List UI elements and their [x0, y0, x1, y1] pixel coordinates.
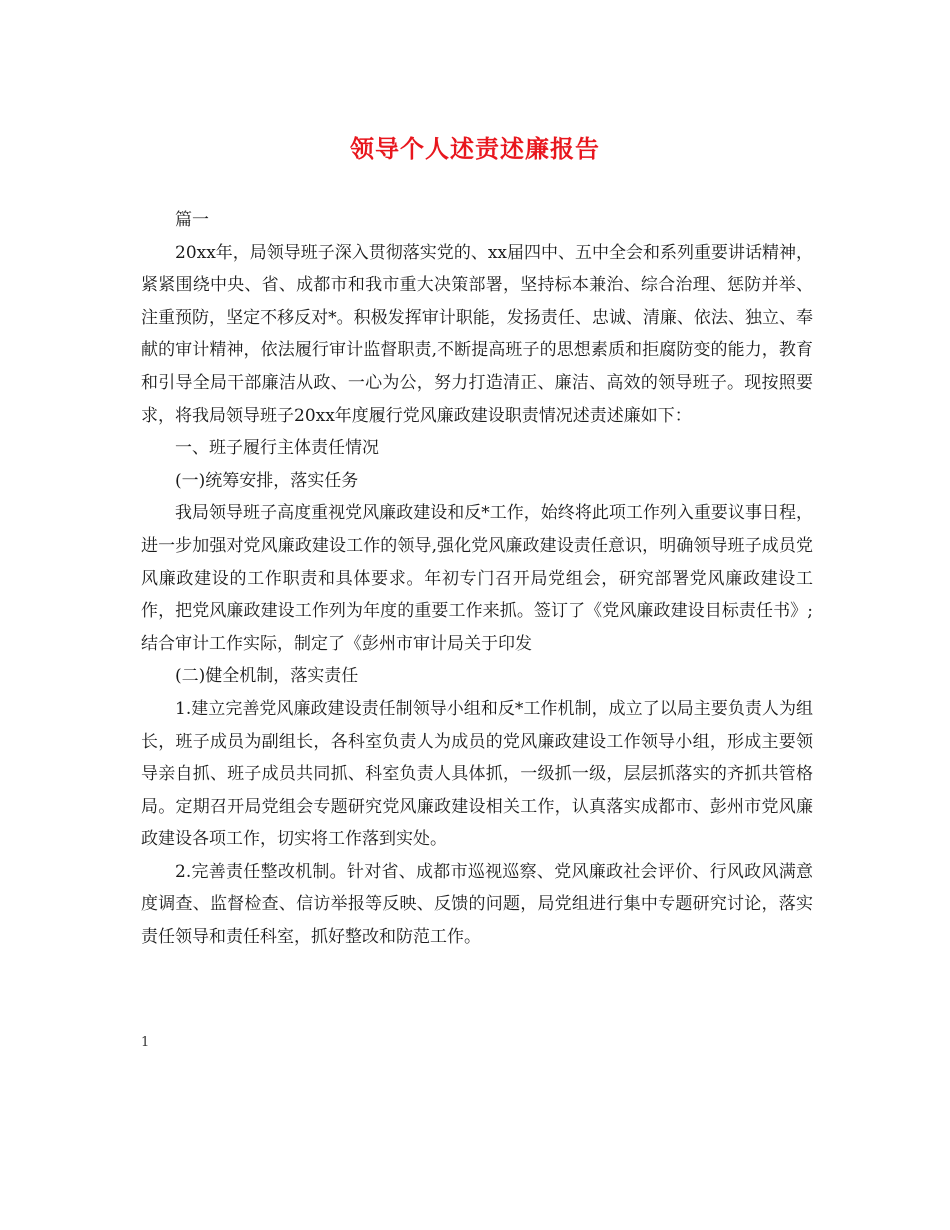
page-number: 1	[141, 1035, 150, 1050]
paragraph-section-label: 篇一	[175, 210, 209, 230]
heading-subsection-1: (一)统筹安排，落实任务	[175, 470, 359, 491]
paragraph-intro: 20xx年，局领导班子深入贯彻落实党的、xx届四中、五中全会和系列重要讲话精神，紧紧围绕中央、省、成都市和我市重大决策部署，坚持标本兼治、综合治理、惩防并举、注重预防，坚定不移反对*。积极发挥审计职能，发扬责任、忠诚、清廉、依法、独立、奉献的审计精神，依法履行审计监督职责,不断提高班子的思想素质和拒腐防变的能力，教育和引导全局干部廉洁从政、一心为公，努力打造清正、廉洁、高效的领导班子。现按照要求，将我局领导班子20xx年度履行党风廉政建设职责情况述责述廉如下：	[141, 242, 813, 426]
heading-section-1: 一、班子履行主体责任情况	[175, 438, 379, 459]
paragraph-subsection-1: 我局领导班子高度重视党风廉政建设和反*工作，始终将此项工作列入重要议事日程，进一步加强对党风廉政建设工作的领导,强化党风廉政建设责任意识，明确领导班子成员党风廉政建设的工作职责和具体要求。年初专门召开局党组会，研究部署党风廉政建设工作，把党风廉政建设工作列为年度的重要工作来抓。签订了《党风廉政建设目标责任书》;结合审计工作实际，制定了《彭州市审计局关于印发	[141, 503, 813, 654]
heading-subsection-2: (二)健全机制，落实责任	[175, 666, 359, 687]
document-title: 领导个人述责述廉报告	[350, 134, 600, 163]
paragraph-item-2: 2.完善责任整改机制。针对省、成都市巡视巡察、党风廉政社会评价、行风政风满意度调查、监督检查、信访举报等反映、反馈的问题，局党组进行集中专题研究讨论，落实责任领导和责任科室，抓好整改和防范工作。	[141, 861, 813, 948]
paragraph-item-1: 1.建立完善党风廉政建设责任制领导小组和反*工作机制，成立了以局主要负责人为组长，班子成员为副组长，各科室负责人为成员的党风廉政建设工作领导小组，形成主要领导亲自抓、班子成员共同抓、科室负责人具体抓，一级抓一级，层层抓落实的齐抓共管格局。定期召开局党组会专题研究党风廉政建设相关工作，认真落实成都市、彭州市党风廉政建设各项工作，切实将工作落到实处。	[141, 698, 813, 850]
document-body	[141, 204, 813, 954]
